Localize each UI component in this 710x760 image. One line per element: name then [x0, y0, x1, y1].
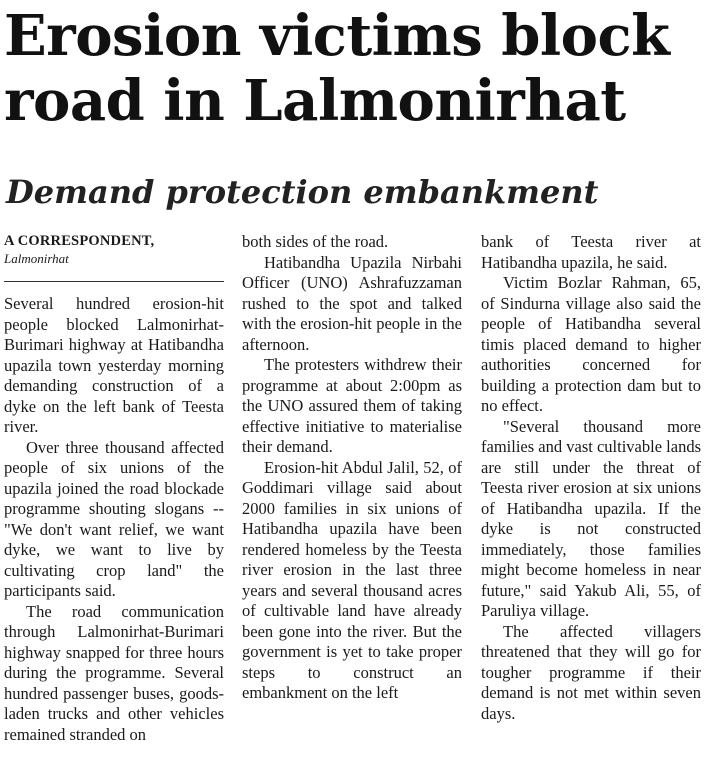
byline: A CORRESPONDENT,: [4, 233, 155, 249]
paragraph: Hatibandha Upazila Nirbahi Officer (UNO) Ashrafuzzaman rushed to the spot and talked with the erosion-hit people in the afternoon.: [242, 252, 462, 354]
subheadline: Demand protection embankment: [6, 173, 599, 211]
dateline: Lalmonirhat: [4, 251, 69, 266]
headline: Erosion victims block road in Lalmonirhat: [4, 3, 670, 134]
paragraph: Over three thousand affected people of six unions of the upazila joined the road blockade programme shouting slogans -- "We don't want relief, we want dyke, we want to live by cultivating crop land" the participants said.: [4, 437, 224, 600]
paragraph: Several hundred erosion-hit people blocked Lalmonirhat-Burimari highway at Hatibandha upazila town yesterday morning demanding construction of a dyke on the left bank of Teesta river.: [4, 294, 224, 436]
article-column-3: [481, 232, 701, 724]
paragraph: Victim Bozlar Rahman, 65, of Sindurna village also said the people of Hatibandha several timis placed demand to higher authorities concerned for building a protection dam but to no effect.: [481, 273, 701, 415]
paragraph: both sides of the road.: [242, 232, 389, 251]
article-column-1: [4, 232, 224, 745]
article-column-2: [242, 232, 462, 704]
paragraph: The affected villagers threatened that they will go for tougher programme if their demand is not met within seven days.: [481, 621, 701, 723]
paragraph: Erosion-hit Abdul Jalil, 52, of Goddimari village said about 2000 families in six unions of Hatibandha upazila have been rendered homeless by the Teesta river erosion in the last three years and several thousand acres of cultivable land have already been gone into the river. But the government is yet to take proper steps to construct an embankment on the left: [242, 457, 462, 702]
paragraph: The road communication through Lalmonirhat-Burimari highway snapped for three hours during the programme. Several hundred passenger buses, goods-laden trucks and other vehicles remained stranded on: [4, 601, 224, 744]
paragraph: The protesters withdrew their programme at about 2:00pm as the UNO assured them of taking effective initiative to materialise their demand.: [242, 355, 462, 456]
paragraph: bank of Teesta river at Hatibandha upazila, he said.: [481, 232, 701, 272]
paragraph: "Several thousand more families and vast cultivable lands are still under the threat of Teesta river erosion at six unions of Hatibandha upazila. If the dyke is not constructed immediately, those families might become homeless in near future," said Yakub Ali, 55, of Paruliya village.: [481, 416, 701, 620]
byline-rule: [4, 281, 224, 282]
